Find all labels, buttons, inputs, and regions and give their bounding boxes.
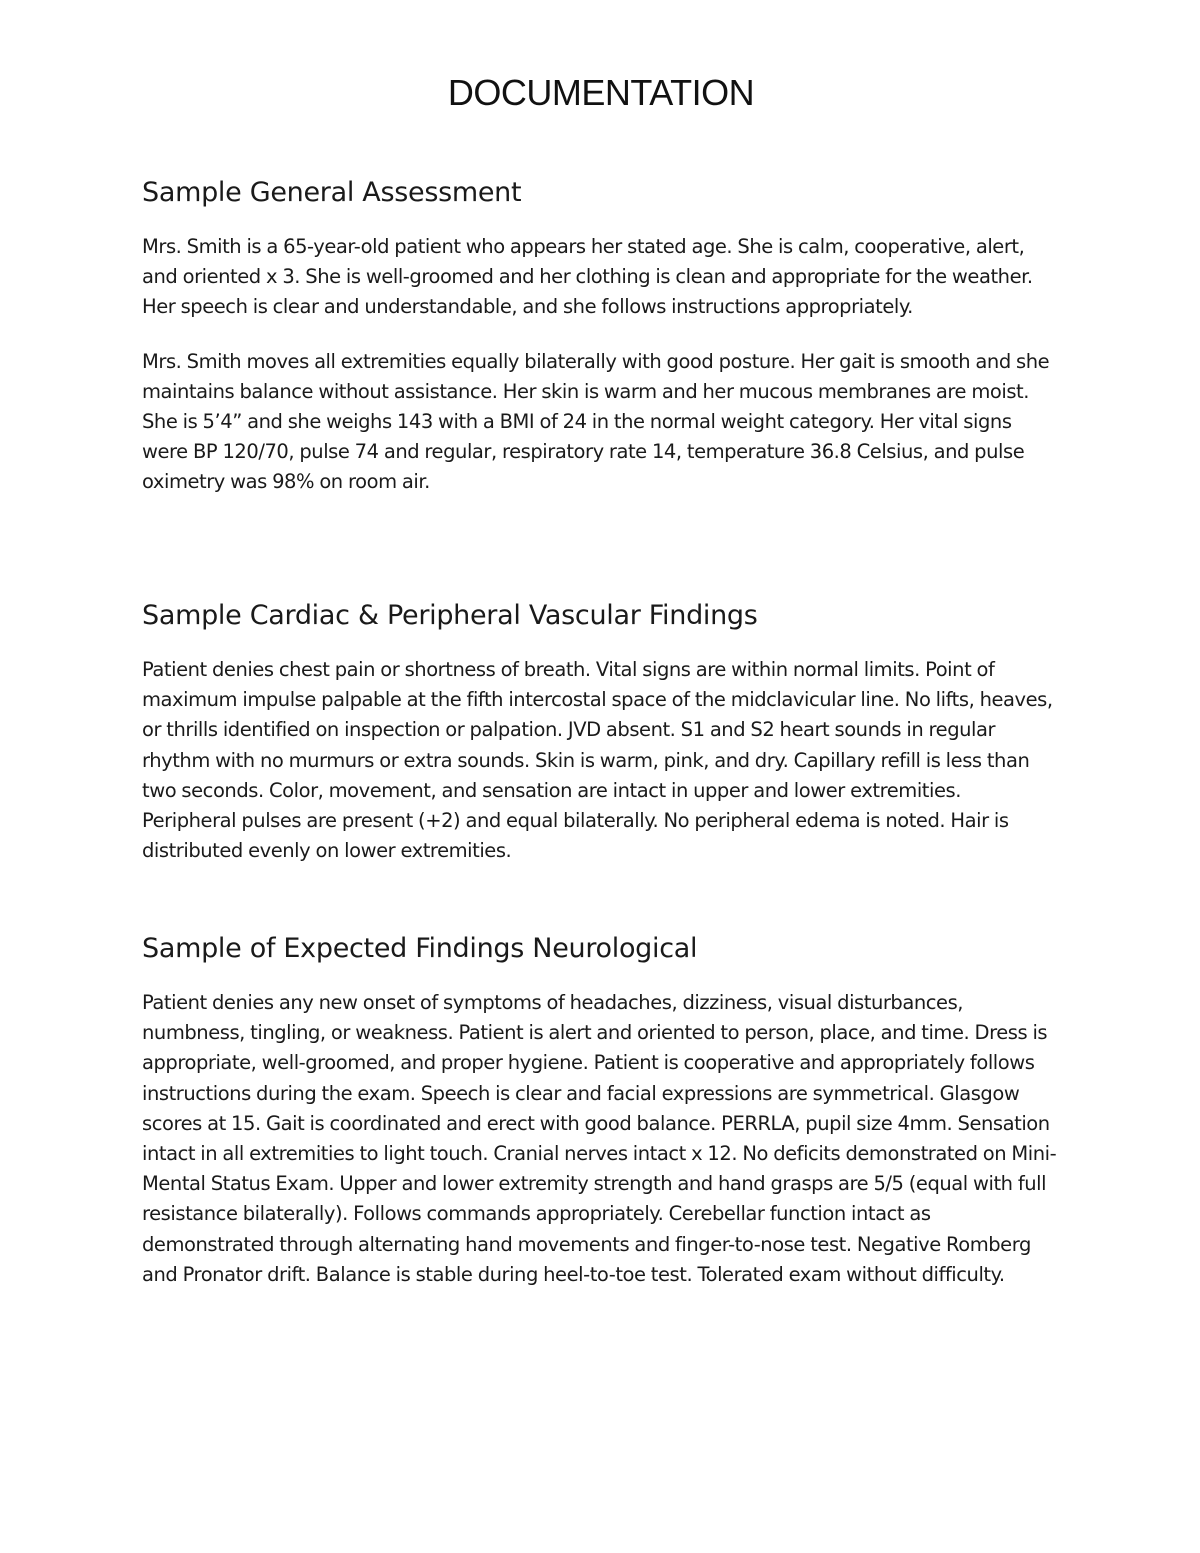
section-heading: Sample General Assessment	[142, 177, 522, 208]
section-general-assessment	[142, 176, 1060, 522]
paragraph: Patient denies any new onset of symptoms of headaches, dizziness, visual disturbances, numbness, tingling, or weakness. Patient is alert and oriented to person, place, and time. Dress is appropriate, well-groomed, and proper hygiene. Patient is cooperative and appropriately follows instructions during the exam. Speech is clear and facial expressions are symmetrical. Glasgow scores at 15. Gait is coordinated and erect with good balance. PERRLA, pupil size 4mm. Sensation intact in all extremities to light touch. Cranial nerves intact x 12. No deficits demonstrated on Mini-Mental Status Exam. Upper and lower extremity strength and hand grasps are 5/5 (equal with full resistance bilaterally). Follows commands appropriately. Cerebellar function intact as demonstrated through alternating hand movements and finger-to-nose test. Negative Romberg and Pronator drift. Balance is stable during heel-to-toe test. Tolerated exam without difficulty.	[142, 991, 1057, 1286]
paragraph: Mrs. Smith is a 65-year-old patient who appears her stated age. She is calm, cooperative, alert, and oriented x 3. She is well-groomed and her clothing is clean and appropriate for the weather. Her speech is clear and understandable, and she follows instructions appropriately.	[142, 235, 1033, 319]
section-heading: Sample Cardiac & Peripheral Vascular Findings	[142, 600, 758, 631]
paragraph: Patient denies chest pain or shortness of breath. Vital signs are within normal limits. Point of maximum impulse palpable at the fifth intercostal space of the midclavicular line. No lifts, heaves, or thrills identified on inspection or palpation. JVD absent. S1 and S2 heart sounds in regular rhythm with no murmurs or extra sounds. Skin is warm, pink, and dry. Capillary refill is less than two seconds. Color, movement, and sensation are intact in upper and lower extremities. Peripheral pulses are present (+2) and equal bilaterally. No peripheral edema is noted. Hair is distributed evenly on lower extremities.	[142, 658, 1053, 863]
section-cardiac-findings	[142, 599, 1060, 890]
section-heading: Sample of Expected Findings Neurological	[142, 933, 698, 964]
paragraph: Mrs. Smith moves all extremities equally bilaterally with good posture. Her gait is smooth and she maintains balance without assistance. Her skin is warm and her mucous membranes are moist. She is 5’4” and she weighs 143 with a BMI of 24 in the normal weight category. Her vital signs were BP 120/70, pulse 74 and regular, respiratory rate 14, temperature 36.8 Celsius, and pulse oximetry was 98% on room air.	[142, 349, 1050, 494]
section-neurological-findings	[142, 932, 1060, 1314]
document-title: DOCUMENTATION	[447, 72, 755, 113]
